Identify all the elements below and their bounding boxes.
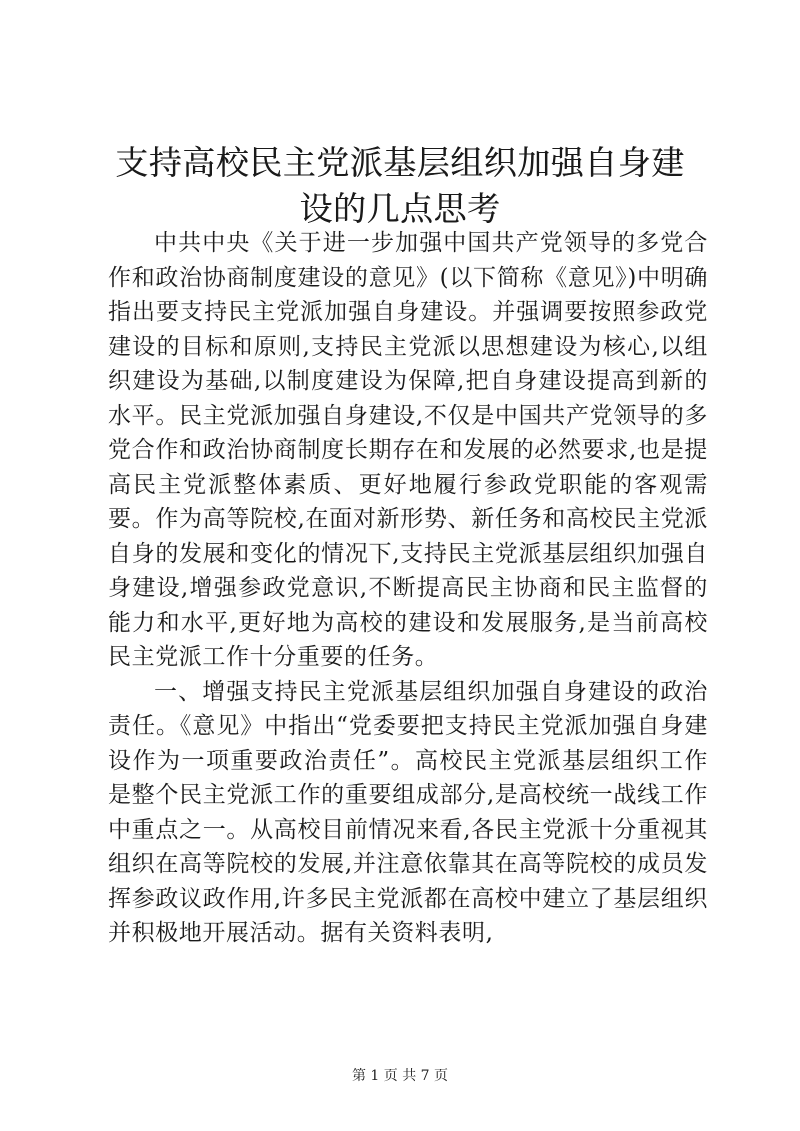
- document-title: 支持高校民主党派基层组织加强自身建设的几点思考: [115, 143, 685, 228]
- page-footer: 第 1 页 共 7 页: [351, 1068, 449, 1084]
- paragraph-section-1: 一、增强支持民主党派基层组织加强自身建设的政治责任。《意见》中指出“党委要把支持民主党派加强自身建设作为一项重要政治责任”。高校民主党派基层组织工作是整个民主党派工作的重要组成部分,是高校统一战线工作中重点之一。从高校目前情况来看,各民主党派十分重视其组织在高等院校的发展,并注意依靠其在高等院校的成员发挥参政议政作用,许多民主党派都在高校中建立了基层组织并积极地开展活动。据有关资料表明,: [108, 678, 708, 946]
- paragraph-intro: 中共中央《关于进一步加强中国共产党领导的多党合作和政治协商制度建设的意见》(以下简称《意见》)中明确指出要支持民主党派加强自身建设。并强调要按照参政党建设的目标和原则,支持民主党派以思想建设为核心,以组织建设为基础,以制度建设为保障,把自身建设提高到新的水平。民主党派加强自身建设,不仅是中国共产党领导的多党合作和政治协商制度长期存在和发展的必然要求,也是提高民主党派整体素质、更好地履行参政党职能的客观需要。作为高等院校,在面对新形势、新任务和高校民主党派自身的发展和变化的情况下,支持民主党派基层组织加强自身建设,增强参政党意识,不断提高民主协商和民主监督的能力和水平,更好地为高校的建设和发展服务,是当前高校民主党派工作十分重要的任务。: [108, 230, 708, 670]
- document-body: [108, 226, 708, 951]
